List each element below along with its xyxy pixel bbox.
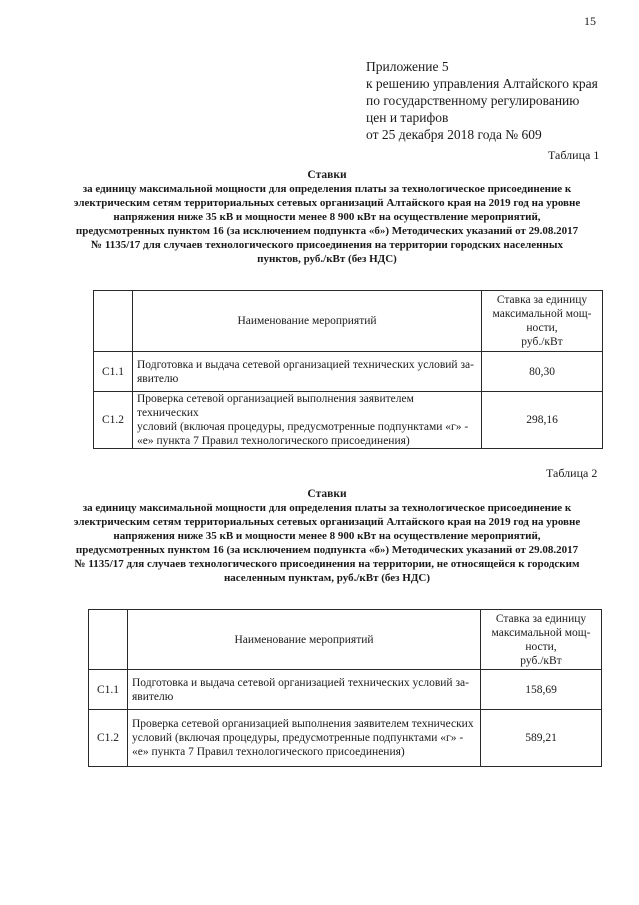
row-description: [128, 710, 481, 767]
row-description: [133, 352, 482, 392]
row-description-line: условий (включая процедуры, предусмотренные подпунктами «г» -: [132, 732, 464, 744]
table-row: [89, 710, 602, 767]
table-2-heading-line: напряжения ниже 35 кВ и мощности менее 8 900 кВт на осуществление мероприятий,: [113, 530, 541, 542]
appendix-line: от 25 декабря 2018 года № 609: [366, 127, 542, 142]
row-code: С1.2: [94, 392, 133, 449]
table-2-heading-line: за единицу максимальной мощности для определения платы за технологическое присоединение к: [82, 502, 572, 514]
row-value: 158,69: [481, 670, 602, 710]
table-2-title: Ставки: [307, 488, 347, 500]
row-description-line: явителю: [137, 372, 179, 385]
table-1-heading-line: пунктов, руб./кВт (без НДС): [257, 253, 397, 265]
header-rate-cell: [482, 291, 603, 352]
row-description-line: Проверка сетевой организацией выполнения заявителем технических: [137, 393, 414, 419]
appendix-line: по государственному регулированию: [366, 93, 580, 108]
header-rate-line: ности,: [526, 322, 558, 334]
table-header-row: [89, 610, 602, 670]
header-name-cell: Наименование мероприятий: [128, 610, 481, 670]
row-description-line: условий (включая процедуры, предусмотренные подпунктами «г» -: [137, 421, 469, 433]
header-name-cell: Наименование мероприятий: [133, 291, 482, 352]
table-1-heading-line: № 1135/17 для случаев технологического присоединения на территории городских населенных: [91, 239, 563, 251]
appendix-line: цен и тарифов: [366, 110, 449, 125]
header-code-cell: [89, 610, 128, 670]
appendix-block: [366, 58, 598, 143]
row-code: С1.1: [89, 670, 128, 710]
table-1-heading: [70, 168, 584, 266]
table-2-heading-line: электрическим сетям территориальных сетевых организаций Алтайского края на 2019 год на уровне: [73, 516, 581, 528]
appendix-line: Приложение 5: [366, 59, 449, 74]
header-rate-line: руб./кВт: [521, 336, 563, 348]
table-1-heading-line: предусмотренных пунктом 16 (за исключением подпункта «б») Методических указаний от 29.08.2017: [75, 225, 579, 237]
page-number: 15: [584, 14, 596, 28]
header-code-cell: [94, 291, 133, 352]
row-description-line: Подготовка и выдача сетевой организацией технических условий за-: [137, 358, 474, 371]
table-1-label: Таблица 1: [548, 148, 600, 162]
header-rate-line: ности,: [525, 640, 557, 653]
row-description-line: явителю: [132, 690, 174, 703]
header-rate-line: максимальной мощ-: [491, 626, 591, 639]
header-rate-line: руб./кВт: [520, 654, 562, 667]
table-2-heading-line: населенным пунктам, руб./кВт (без НДС): [223, 572, 431, 584]
header-rate-line: максимальной мощ-: [492, 308, 592, 320]
row-description-line: Подготовка и выдача сетевой организацией технических условий за-: [132, 676, 469, 689]
table-2: [88, 609, 602, 767]
row-description-line: Проверка сетевой организацией выполнения заявителем технических: [132, 718, 474, 730]
table-row: [94, 392, 603, 449]
row-code: С1.1: [94, 352, 133, 392]
table-1-heading-line: электрическим сетям территориальных сетевых организаций Алтайского края на 2019 год на уровне: [73, 197, 581, 209]
table-1-heading-line: напряжения ниже 35 кВ и мощности менее 8 900 кВт на осуществление мероприятий,: [113, 211, 541, 223]
table-1-title: Ставки: [307, 169, 347, 181]
table-2-label: Таблица 2: [546, 466, 598, 480]
header-rate-cell: [481, 610, 602, 670]
table-row: [94, 352, 603, 392]
row-description: [133, 392, 482, 449]
table-2-heading-line: № 1135/17 для случаев технологического присоединения на территории, не относящейся к городским: [74, 558, 580, 570]
appendix-line: к решению управления Алтайского края: [366, 76, 598, 91]
row-description-line: «е» пункта 7 Правил технологического присоединения): [132, 746, 405, 758]
row-value: 80,30: [482, 352, 603, 392]
header-rate-line: Ставка за единицу: [495, 612, 587, 625]
table-1: [93, 290, 603, 449]
row-value: 298,16: [482, 392, 603, 449]
row-code: С1.2: [89, 710, 128, 767]
table-1-heading-line: за единицу максимальной мощности для определения платы за технологическое присоединение к: [82, 183, 572, 195]
row-description-line: «е» пункта 7 Правил технологического присоединения): [137, 435, 410, 447]
row-value: 589,21: [481, 710, 602, 767]
table-2-heading: [70, 487, 584, 585]
table-header-row: [94, 291, 603, 352]
header-rate-line: Ставка за единицу: [496, 294, 588, 306]
row-description: [128, 670, 481, 710]
table-row: [89, 670, 602, 710]
table-2-heading-line: предусмотренных пунктом 16 (за исключением подпункта «б») Методических указаний от 29.08.2017: [75, 544, 579, 556]
